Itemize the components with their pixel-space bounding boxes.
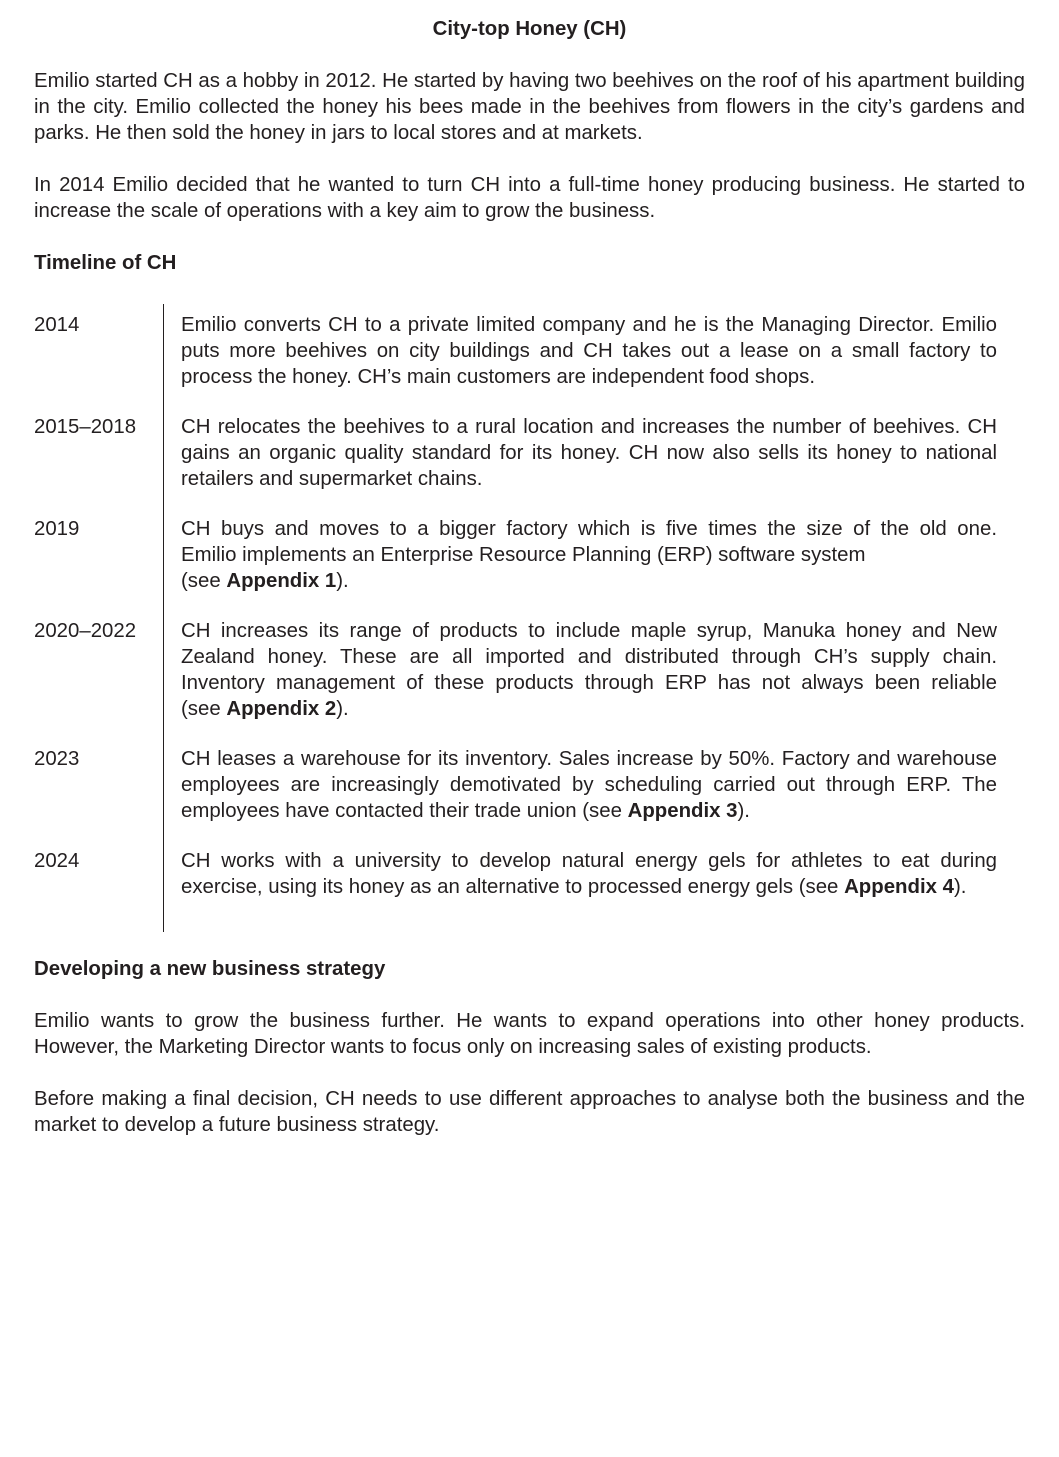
timeline-entry-2024 [181, 848, 997, 900]
timeline-year-2019: 2019 [34, 518, 80, 540]
timeline-entry-2020-2022-ref-line [181, 696, 997, 722]
timeline-entry-2019 [181, 516, 997, 594]
see-prefix: (see [181, 570, 227, 592]
timeline-year-2023: 2023 [34, 748, 80, 770]
timeline-year-2014: 2014 [34, 314, 80, 336]
timeline-entry-2015-2018: CH relocates the beehives to a rural location and increases the number of beehives. CH gains an organic quality standard for its honey. CH now also sells its honey to national retailers and supermarket chains. [181, 416, 997, 490]
strategy-heading: Developing a new business strategy [34, 958, 386, 980]
strategy-paragraph-2: Before making a final decision, CH needs to use different approaches to analyse both the business and the market to develop a future business strategy. [34, 1088, 1025, 1136]
timeline-entry-2020-2022 [181, 618, 997, 722]
page-title: City-top Honey (CH) [432, 18, 627, 40]
timeline-entry-2019-line-1: CH buys and moves to a bigger factory which is five times the size of the old one. [181, 518, 997, 540]
ref-suffix: ). [336, 698, 349, 720]
timeline-year-2015-2018: 2015–2018 [34, 416, 137, 438]
timeline-entry-2019-line-2: Emilio implements an Enterprise Resource Planning (ERP) software system [181, 544, 866, 566]
timeline-year-2024: 2024 [34, 850, 80, 872]
timeline-entry-2014: Emilio converts CH to a private limited company and he is the Managing Director. Emilio puts more beehives on city buildings and CH takes out a lease on a small factory to process the honey. CH’s main customers are independent food shops. [181, 314, 997, 388]
timeline-divider [163, 304, 164, 932]
timeline-entry-2020-2022-text: CH increases its range of products to include maple syrup, Manuka honey and New Zealand honey. These are all imported and distributed through CH’s supply chain. Inventory management of these products through ERP has not always been reliable [181, 620, 997, 694]
timeline-entry-2023 [181, 746, 997, 824]
ref-suffix: ). [953, 876, 967, 898]
timeline-entry-2019-line-3 [181, 568, 997, 594]
appendix-4-ref: Appendix 4 [844, 876, 954, 898]
intro-paragraph-1: Emilio started CH as a hobby in 2012. He started by having two beehives on the roof of his apartment building in the city. Emilio collected the honey his bees made in the beehives from flowers in the city’s gardens and parks. He then sold the honey in jars to local stores and at markets. [34, 70, 1025, 144]
ref-suffix: ). [737, 800, 750, 822]
strategy-paragraph-1: Emilio wants to grow the business further. He wants to expand operations into other honey products. However, the Marketing Director wants to focus only on increasing sales of existing products. [34, 1010, 1025, 1058]
timeline-entry-2023-text: CH leases a warehouse for its inventory. Sales increase by 50%. Factory and warehouse employees are increasingly demotivated by scheduling carried out through ERP. The employees have contacted their trade union (see [181, 748, 997, 822]
intro-paragraph-2: In 2014 Emilio decided that he wanted to turn CH into a full-time honey producing business. He started to increase the scale of operations with a key aim to grow the business. [34, 174, 1025, 222]
see-prefix: (see [181, 698, 227, 720]
timeline-entry-2024-text: CH works with a university to develop natural energy gels for athletes to eat during exercise, using its honey as an alternative to processed energy gels (see [181, 850, 997, 898]
appendix-2-ref: Appendix 2 [226, 698, 337, 720]
ref-suffix: ). [336, 570, 349, 592]
timeline-heading: Timeline of CH [34, 252, 177, 274]
timeline-year-2020-2022: 2020–2022 [34, 620, 137, 642]
appendix-1-ref: Appendix 1 [226, 570, 337, 592]
appendix-3-ref: Appendix 3 [627, 800, 738, 822]
